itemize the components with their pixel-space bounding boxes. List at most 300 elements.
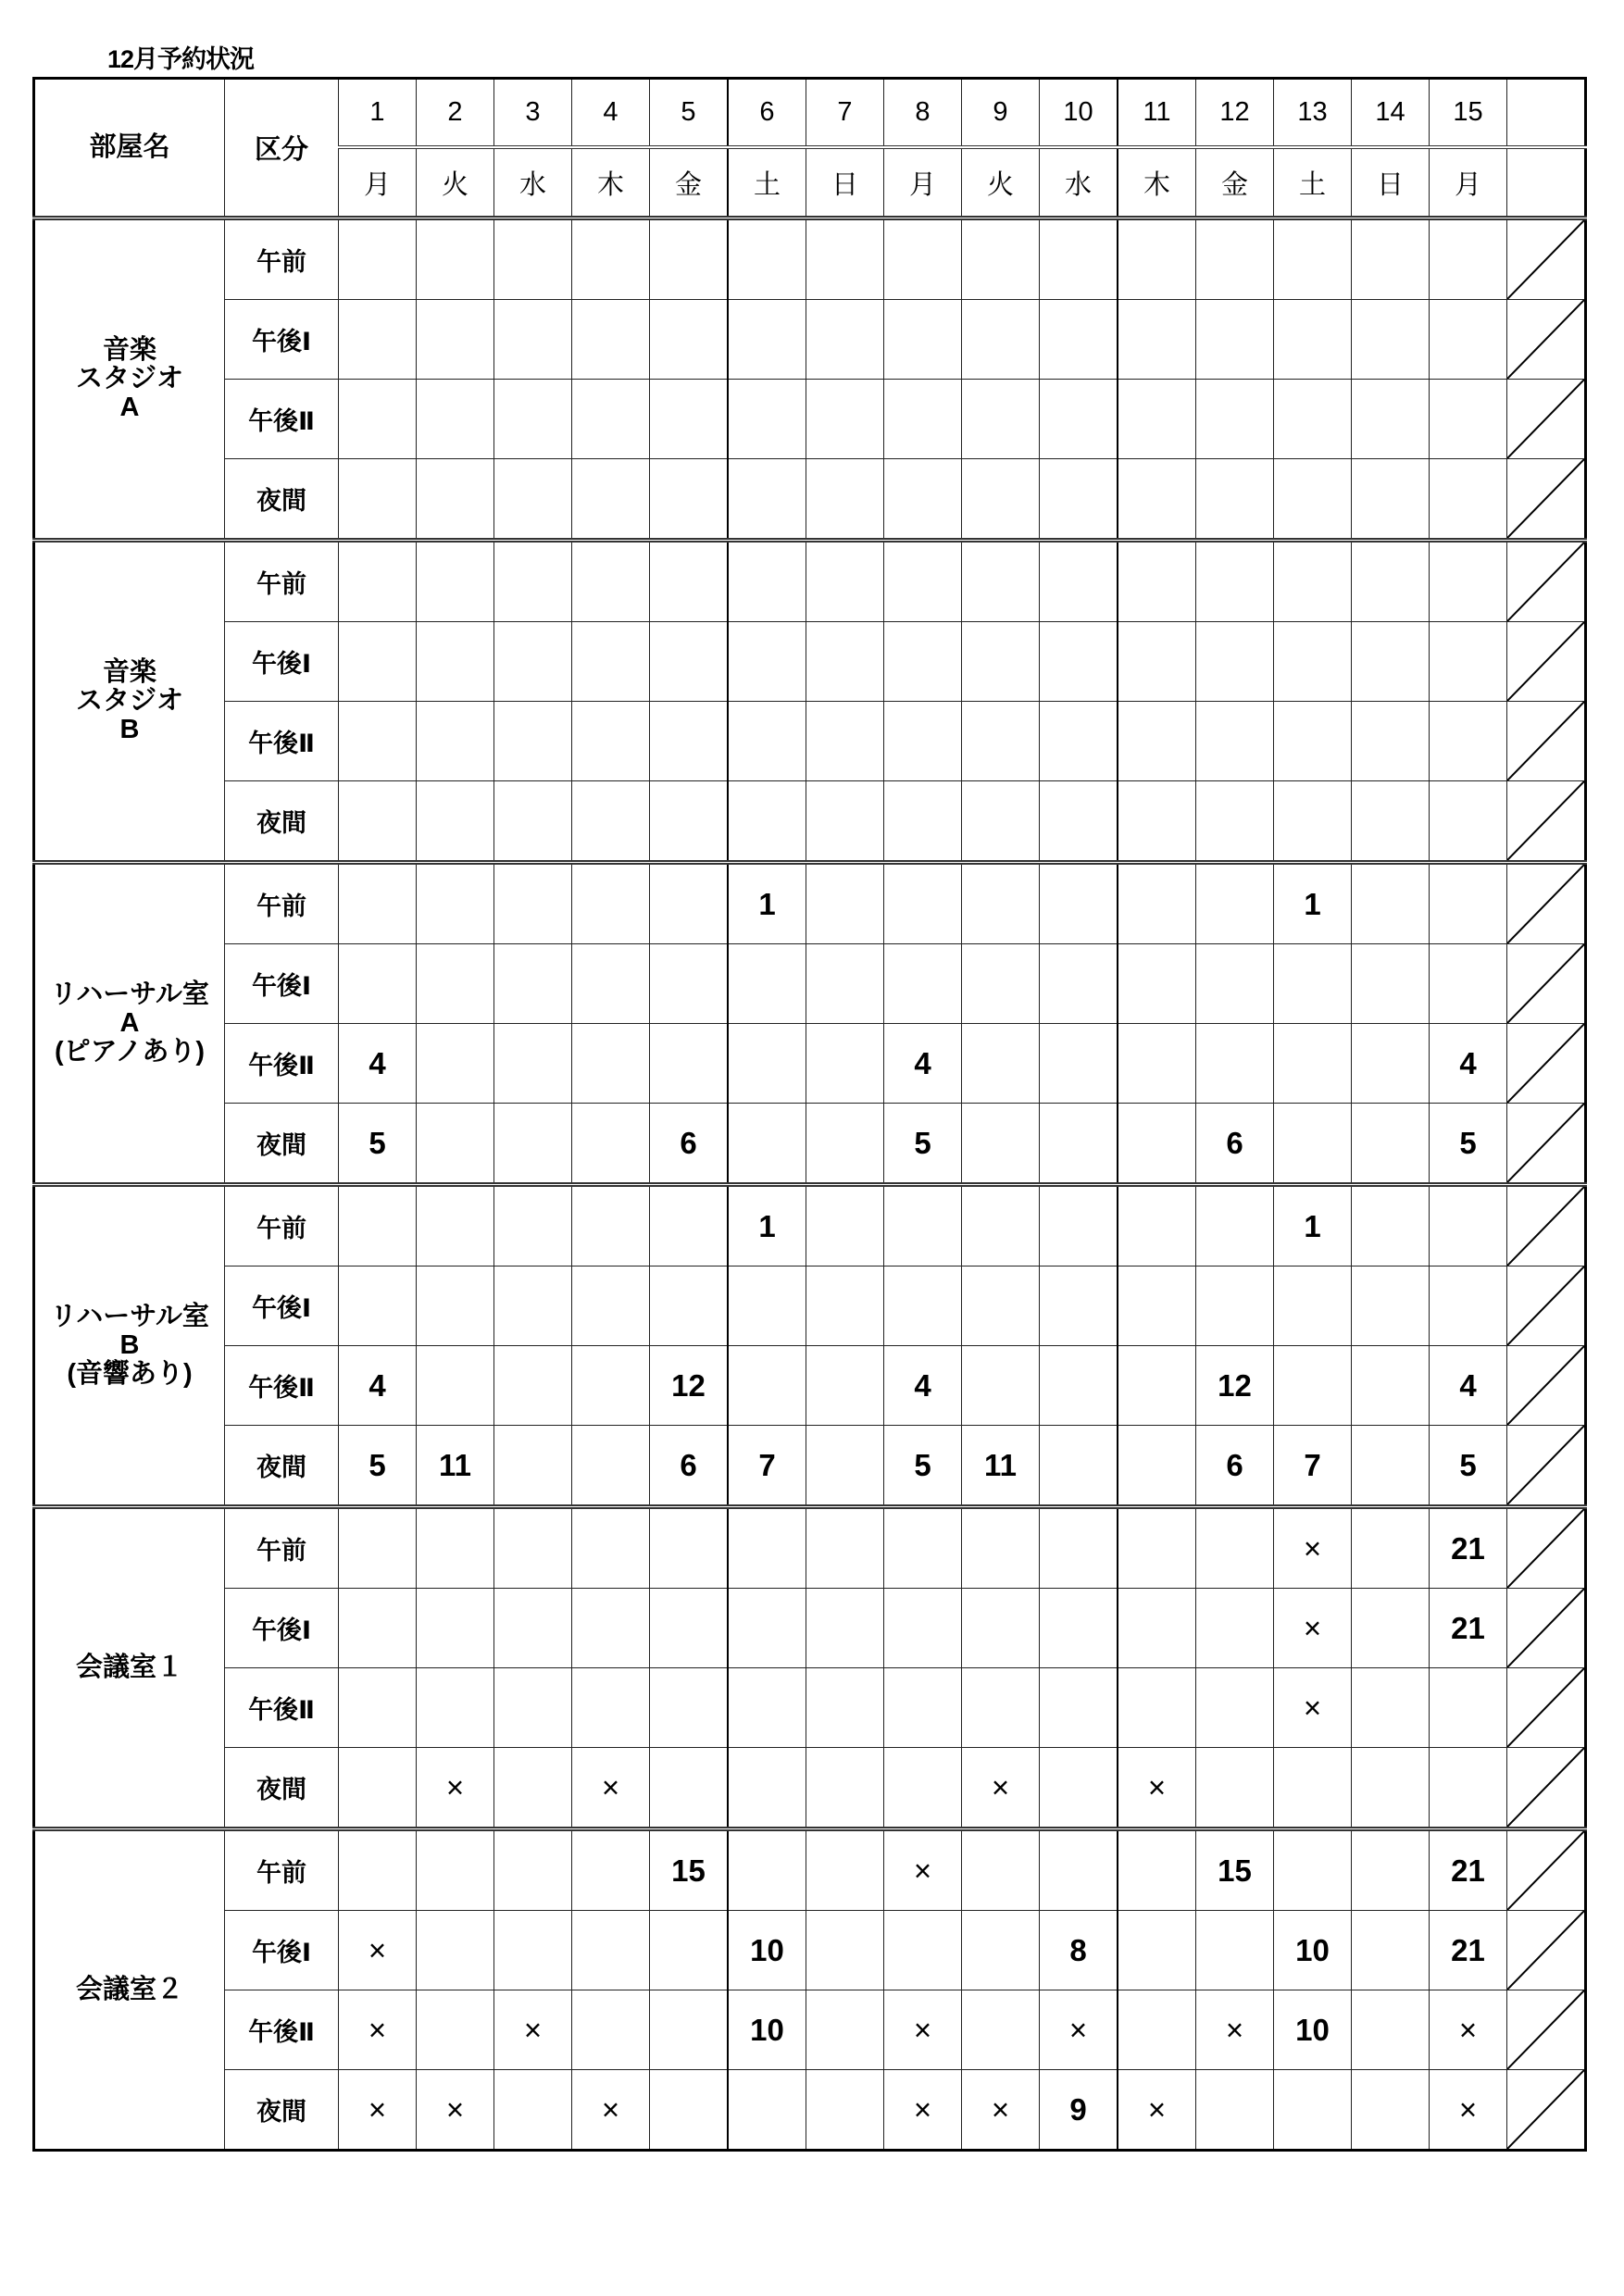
reservation-cell — [806, 1346, 884, 1426]
reservation-cell — [494, 1829, 572, 1911]
reservation-cell — [1196, 380, 1274, 459]
reservation-cell — [884, 1911, 962, 1990]
reservation-cell — [1118, 1911, 1196, 1990]
reservation-cell — [728, 1104, 806, 1185]
slot-label: 午後Ⅰ — [225, 622, 339, 702]
reservation-cell — [806, 1911, 884, 1990]
reservation-cell — [494, 300, 572, 380]
unused-cell — [1507, 1185, 1586, 1267]
table-row — [34, 1426, 1586, 1507]
reservation-cell: 15 — [650, 1829, 729, 1911]
reservation-cell — [650, 1267, 729, 1346]
reservation-cell: × — [339, 1911, 417, 1990]
reservation-cell — [1118, 1426, 1196, 1507]
reservation-cell: × — [1274, 1507, 1352, 1589]
reservation-cell — [1040, 1668, 1118, 1748]
reservation-cell — [650, 1507, 729, 1589]
table-row — [34, 380, 1586, 459]
reservation-cell — [572, 944, 650, 1024]
reservation-cell — [1040, 1748, 1118, 1829]
reservation-cell — [1118, 1668, 1196, 1748]
reservation-cell — [1040, 1185, 1118, 1267]
date-header: 9 — [962, 79, 1040, 148]
reservation-cell: × — [884, 1829, 962, 1911]
reservation-cell: 15 — [1196, 1829, 1274, 1911]
reservation-cell — [417, 1104, 494, 1185]
date-header: 8 — [884, 79, 962, 148]
reservation-cell — [339, 459, 417, 541]
reservation-cell — [494, 1346, 572, 1426]
diagonal-slash-icon — [1507, 865, 1584, 943]
reservation-cell — [339, 1668, 417, 1748]
room-name-line: 会議室１ — [75, 1653, 183, 1682]
reservation-cell: × — [1430, 1990, 1507, 2070]
reservation-cell: 5 — [1430, 1104, 1507, 1185]
reservation-cell — [806, 1267, 884, 1346]
reservation-cell — [572, 702, 650, 781]
reservation-cell — [806, 1185, 884, 1267]
reservation-cell — [339, 622, 417, 702]
reservation-cell — [806, 1104, 884, 1185]
table-row — [34, 1104, 1586, 1185]
reservation-cell — [962, 1829, 1040, 1911]
reservation-cell — [339, 1748, 417, 1829]
reservation-cell — [650, 300, 729, 380]
reservation-cell — [1352, 1104, 1430, 1185]
reservation-cell: 12 — [650, 1346, 729, 1426]
reservation-cell — [1118, 702, 1196, 781]
reservation-cell: 1 — [728, 863, 806, 944]
reservation-cell — [1352, 2070, 1430, 2151]
reservation-cell — [339, 1507, 417, 1589]
reservation-cell — [572, 1507, 650, 1589]
reservation-cell — [339, 781, 417, 863]
reservation-cell — [572, 863, 650, 944]
reservation-cell — [572, 1668, 650, 1748]
reservation-cell — [728, 1346, 806, 1426]
reservation-cell — [1118, 459, 1196, 541]
table-row — [34, 1589, 1586, 1668]
reservation-cell — [494, 1104, 572, 1185]
reservation-cell: 4 — [884, 1024, 962, 1104]
reservation-cell — [728, 781, 806, 863]
reservation-cell — [494, 380, 572, 459]
reservation-cell — [806, 1426, 884, 1507]
slot-label: 午後Ⅱ — [225, 1346, 339, 1426]
weekday-header: 木 — [572, 147, 650, 218]
reservation-cell: × — [572, 2070, 650, 2151]
reservation-cell — [494, 944, 572, 1024]
reservation-cell — [962, 1589, 1040, 1668]
diagonal-slash-icon — [1507, 300, 1584, 379]
table-row — [34, 541, 1586, 622]
date-header: 6 — [728, 79, 806, 148]
reservation-cell — [650, 1185, 729, 1267]
weekday-header: 月 — [1430, 147, 1507, 218]
reservation-cell — [417, 1185, 494, 1267]
reservation-cell — [806, 1589, 884, 1668]
reservation-cell — [1118, 863, 1196, 944]
unused-cell — [1507, 541, 1586, 622]
reservation-cell — [1352, 1024, 1430, 1104]
reservation-cell — [1118, 1589, 1196, 1668]
table-row — [34, 863, 1586, 944]
reservation-cell — [728, 702, 806, 781]
reservation-cell — [494, 541, 572, 622]
table-row — [34, 1748, 1586, 1829]
reservation-cell: 21 — [1430, 1829, 1507, 1911]
reservation-cell — [806, 380, 884, 459]
reservation-cell — [339, 944, 417, 1024]
slot-label: 午後Ⅱ — [225, 1024, 339, 1104]
reservation-cell: 6 — [650, 1426, 729, 1507]
reservation-cell — [728, 1829, 806, 1911]
reservation-cell — [417, 702, 494, 781]
reservation-cell — [1196, 459, 1274, 541]
unused-cell — [1507, 1426, 1586, 1507]
unused-cell — [1507, 300, 1586, 380]
room-name-line: B — [119, 1330, 140, 1360]
reservation-cell — [728, 380, 806, 459]
table-row — [34, 1185, 1586, 1267]
reservation-cell — [417, 1346, 494, 1426]
reservation-cell — [806, 702, 884, 781]
reservation-cell — [417, 380, 494, 459]
reservation-cell: × — [962, 1748, 1040, 1829]
reservation-cell — [494, 218, 572, 300]
reservation-cell — [1118, 1507, 1196, 1589]
reservation-cell — [1040, 1104, 1118, 1185]
reservation-cell — [1352, 380, 1430, 459]
reservation-cell — [572, 541, 650, 622]
reservation-cell — [728, 1267, 806, 1346]
reservation-cell: × — [494, 1990, 572, 2070]
reservation-cell — [1040, 1507, 1118, 1589]
reservation-cell: × — [1196, 1990, 1274, 2070]
table-row — [34, 622, 1586, 702]
reservation-cell — [728, 459, 806, 541]
reservation-cell: × — [417, 2070, 494, 2151]
reservation-cell — [806, 1990, 884, 2070]
reservation-cell: × — [1118, 1748, 1196, 1829]
room-name-line: (ピアノあり) — [55, 1037, 205, 1067]
reservation-cell: 1 — [1274, 1185, 1352, 1267]
reservation-cell — [884, 1748, 962, 1829]
room-name-line: B — [119, 715, 140, 744]
diagonal-slash-icon — [1507, 1911, 1584, 1990]
reservation-cell — [1118, 1024, 1196, 1104]
reservation-cell — [339, 380, 417, 459]
reservation-cell — [962, 380, 1040, 459]
unused-cell — [1507, 781, 1586, 863]
reservation-cell: 5 — [884, 1104, 962, 1185]
reservation-cell — [339, 1589, 417, 1668]
reservation-cell: × — [1118, 2070, 1196, 2151]
reservation-cell — [494, 1426, 572, 1507]
room-name-line: スタジオ — [75, 686, 183, 716]
reservation-cell — [806, 944, 884, 1024]
reservation-cell — [417, 459, 494, 541]
blank-header — [1507, 147, 1586, 218]
diagonal-slash-icon — [1507, 543, 1584, 621]
weekday-header: 金 — [650, 147, 729, 218]
weekday-header: 日 — [1352, 147, 1430, 218]
reservation-cell — [962, 1990, 1040, 2070]
reservation-cell — [1430, 622, 1507, 702]
reservation-cell — [728, 944, 806, 1024]
reservation-cell — [884, 702, 962, 781]
reservation-cell: × — [962, 2070, 1040, 2151]
slot-label: 午前 — [225, 1185, 339, 1267]
reservation-cell — [494, 702, 572, 781]
slot-label: 夜間 — [225, 459, 339, 541]
diagonal-slash-icon — [1507, 1589, 1584, 1667]
reservation-cell: × — [417, 1748, 494, 1829]
reservation-cell: 4 — [339, 1346, 417, 1426]
reservation-cell: × — [884, 1990, 962, 2070]
room-name-cell — [34, 1185, 225, 1507]
unused-cell — [1507, 702, 1586, 781]
reservation-cell — [417, 1507, 494, 1589]
date-header: 3 — [494, 79, 572, 148]
reservation-cell — [1040, 1589, 1118, 1668]
reservation-cell — [1352, 1185, 1430, 1267]
reservation-cell — [884, 1507, 962, 1589]
table-row — [34, 1911, 1586, 1990]
reservation-cell — [417, 1911, 494, 1990]
reservation-cell — [1352, 944, 1430, 1024]
reservation-cell — [1430, 1185, 1507, 1267]
reservation-cell — [572, 622, 650, 702]
unused-cell — [1507, 863, 1586, 944]
slot-label: 午後Ⅰ — [225, 944, 339, 1024]
date-header: 13 — [1274, 79, 1352, 148]
reservation-cell — [1352, 1990, 1430, 2070]
slot-label: 午後Ⅰ — [225, 1267, 339, 1346]
reservation-cell — [1274, 1346, 1352, 1426]
diagonal-slash-icon — [1507, 1024, 1584, 1103]
reservation-cell — [650, 781, 729, 863]
reservation-cell — [1040, 1829, 1118, 1911]
reservation-cell — [339, 1267, 417, 1346]
slot-label: 夜間 — [225, 781, 339, 863]
page-title: 12月予約状況 — [107, 45, 255, 73]
table-row — [34, 1024, 1586, 1104]
reservation-cell: × — [572, 1748, 650, 1829]
reservation-cell — [1352, 218, 1430, 300]
diagonal-slash-icon — [1507, 1831, 1584, 1910]
reservation-cell — [1118, 1829, 1196, 1911]
room-name-line: A — [119, 1008, 140, 1038]
reservation-cell: 4 — [1430, 1346, 1507, 1426]
reservation-cell — [1430, 541, 1507, 622]
reservation-cell: × — [1430, 2070, 1507, 2151]
weekday-header: 木 — [1118, 147, 1196, 218]
reservation-cell: × — [339, 1990, 417, 2070]
table-row — [34, 459, 1586, 541]
reservation-cell: × — [1274, 1668, 1352, 1748]
reservation-cell — [1040, 944, 1118, 1024]
reservation-cell — [339, 218, 417, 300]
reservation-cell — [650, 863, 729, 944]
reservation-cell — [494, 2070, 572, 2151]
reservation-cell — [417, 1589, 494, 1668]
table-row — [34, 1990, 1586, 2070]
diagonal-slash-icon — [1507, 1509, 1584, 1588]
reservation-cell — [884, 622, 962, 702]
reservation-cell — [572, 1185, 650, 1267]
reservation-cell — [572, 1990, 650, 2070]
reservation-cell — [884, 863, 962, 944]
unused-cell — [1507, 1024, 1586, 1104]
reservation-cell — [572, 218, 650, 300]
reservation-cell — [339, 300, 417, 380]
reservation-cell — [494, 1024, 572, 1104]
reservation-cell — [806, 1507, 884, 1589]
reservation-cell: 5 — [339, 1104, 417, 1185]
reservation-cell — [1274, 1024, 1352, 1104]
reservation-cell — [1430, 300, 1507, 380]
reservation-cell — [1040, 1346, 1118, 1426]
diagonal-slash-icon — [1507, 1267, 1584, 1345]
reservation-cell — [1118, 944, 1196, 1024]
reservation-cell — [1196, 1911, 1274, 1990]
reservation-cell — [728, 622, 806, 702]
reservation-cell — [1352, 1267, 1430, 1346]
slot-label: 午後Ⅱ — [225, 1990, 339, 2070]
reservation-cell — [1196, 1507, 1274, 1589]
unused-cell — [1507, 1668, 1586, 1748]
reservation-cell — [962, 218, 1040, 300]
reservation-cell — [1196, 702, 1274, 781]
reservation-cell: 6 — [1196, 1426, 1274, 1507]
reservation-cell — [728, 1024, 806, 1104]
reservation-cell — [884, 218, 962, 300]
reservation-cell — [728, 300, 806, 380]
reservation-cell — [962, 1185, 1040, 1267]
reservation-cell — [1352, 1426, 1430, 1507]
reservation-cell: 10 — [728, 1990, 806, 2070]
reservation-cell — [1274, 1829, 1352, 1911]
reservation-cell — [1196, 541, 1274, 622]
reservation-cell — [1118, 1346, 1196, 1426]
room-name-line: リハーサル室 — [50, 980, 209, 1009]
reservation-cell — [884, 300, 962, 380]
reservation-cell — [494, 1668, 572, 1748]
reservation-cell — [884, 1589, 962, 1668]
reservation-cell — [650, 944, 729, 1024]
reservation-cell: 10 — [728, 1911, 806, 1990]
reservation-cell — [572, 1346, 650, 1426]
reservation-cell — [1430, 459, 1507, 541]
unused-cell — [1507, 1104, 1586, 1185]
reservation-cell — [417, 1267, 494, 1346]
diagonal-slash-icon — [1507, 1104, 1584, 1182]
reservation-cell — [1040, 702, 1118, 781]
reservation-cell — [572, 1911, 650, 1990]
reservation-cell — [884, 541, 962, 622]
reservation-cell — [962, 300, 1040, 380]
reservation-cell — [1040, 541, 1118, 622]
reservation-cell — [650, 1990, 729, 2070]
reservation-cell: 4 — [884, 1346, 962, 1426]
reservation-cell: 21 — [1430, 1507, 1507, 1589]
diagonal-slash-icon — [1507, 220, 1584, 299]
reservation-cell — [1196, 218, 1274, 300]
reservation-cell — [1352, 1911, 1430, 1990]
reservation-cell — [1118, 781, 1196, 863]
reservation-cell — [806, 622, 884, 702]
table-row — [34, 1267, 1586, 1346]
diagonal-slash-icon — [1507, 459, 1584, 538]
reservation-cell — [728, 541, 806, 622]
reservation-cell — [1118, 541, 1196, 622]
slot-label: 午後Ⅰ — [225, 300, 339, 380]
reservation-cell: 12 — [1196, 1346, 1274, 1426]
reservation-cell — [962, 1267, 1040, 1346]
reservation-cell — [806, 218, 884, 300]
reservation-cell — [806, 1668, 884, 1748]
date-header: 12 — [1196, 79, 1274, 148]
unused-cell — [1507, 218, 1586, 300]
reservation-cell: 4 — [1430, 1024, 1507, 1104]
reservation-cell: 1 — [1274, 863, 1352, 944]
reservation-cell — [572, 1426, 650, 1507]
reservation-cell — [806, 541, 884, 622]
date-header: 5 — [650, 79, 729, 148]
unused-cell — [1507, 2070, 1586, 2151]
table-row — [34, 702, 1586, 781]
reservation-cell — [1430, 380, 1507, 459]
reservation-cell — [1118, 300, 1196, 380]
slot-label: 午前 — [225, 218, 339, 300]
reservation-cell — [806, 1829, 884, 1911]
weekday-header: 土 — [728, 147, 806, 218]
reservation-cell — [1352, 1668, 1430, 1748]
reservation-cell: 10 — [1274, 1990, 1352, 2070]
reservation-cell — [572, 459, 650, 541]
date-header: 7 — [806, 79, 884, 148]
reservation-cell — [1352, 1589, 1430, 1668]
reservation-cell — [1352, 1829, 1430, 1911]
reservation-cell — [1352, 300, 1430, 380]
reservation-cell — [1274, 1748, 1352, 1829]
room-name-cell — [34, 1829, 225, 2151]
reservation-cell — [1118, 1267, 1196, 1346]
reservation-cell — [1196, 622, 1274, 702]
reservation-cell — [728, 218, 806, 300]
reservation-cell — [339, 863, 417, 944]
room-name-cell — [34, 541, 225, 863]
weekday-header: 月 — [339, 147, 417, 218]
reservation-cell — [1352, 1346, 1430, 1426]
reservation-cell — [1352, 459, 1430, 541]
diagonal-slash-icon — [1507, 781, 1584, 860]
slot-label: 夜間 — [225, 1426, 339, 1507]
reservation-cell — [650, 702, 729, 781]
reservation-cell — [494, 1267, 572, 1346]
reservation-cell — [494, 1185, 572, 1267]
slot-label: 午後Ⅱ — [225, 380, 339, 459]
reservation-cell — [884, 380, 962, 459]
reservation-cell: 5 — [884, 1426, 962, 1507]
reservation-cell — [962, 1346, 1040, 1426]
slot-label: 午前 — [225, 1829, 339, 1911]
reservation-cell — [1274, 944, 1352, 1024]
room-name-line: 音楽 — [102, 657, 156, 687]
weekday-header: 月 — [884, 147, 962, 218]
date-header: 15 — [1430, 79, 1507, 148]
